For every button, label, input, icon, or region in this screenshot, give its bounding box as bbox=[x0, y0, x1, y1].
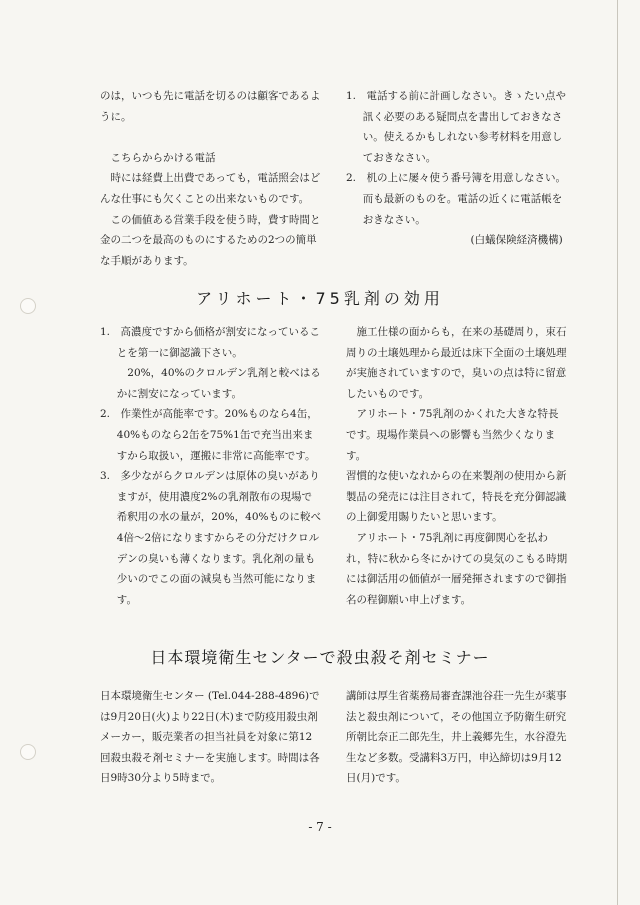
list-item: 1. 高濃度ですから価格が割安になっていることを第一に御認識下さい。 bbox=[100, 326, 321, 359]
page-edge-line bbox=[617, 0, 618, 905]
paragraph: アリホート・75乳剤に再度御関心を払われ，特に秋から冬にかけての臭気のこもる時期には御活用の価値が一層発揮されますので御指名の程御願い申上げます。 bbox=[346, 531, 568, 606]
paragraph: アリホート・75乳剤のかくれた大きな特長です。現場作業員への影響も当然少くなります。 bbox=[346, 408, 559, 462]
section-title: 日本環境衛生センターで殺虫殺そ剤セミナー bbox=[150, 648, 490, 667]
source-credit: (白蟻保険経済機構) bbox=[470, 234, 563, 247]
list-item: 3. 多少ながらクロルデンは原体の臭いがありますが，使用濃度2%の乳剤散布の現場で希釈用の水の量が，20%，40%ものに較べ4倍〜2倍になりますからその分だけクロルデンの臭いも薄くなります。乳化剤の量も少いのでこの面の減臭も当然可能になります。 bbox=[100, 470, 321, 606]
paragraph: 習慣的な使いなれからの在来製剤の使用から新製品の発売には注目されて，特長を充分御認識の上御愛用賜りたいと思います。 bbox=[346, 470, 567, 524]
page-number: - 7 - bbox=[308, 820, 332, 834]
list-item: 2. 机の上に屡々使う番号簿を用意しなさい。而も最新のものを。電話の近くに電話帳をおきなさい。 bbox=[346, 172, 567, 226]
section-title: アリホート・75乳剤の効用 bbox=[196, 289, 444, 308]
paragraph: 施工仕様の面からも，在来の基礎周り，束石周りの土壌処理から最近は床下全面の土壌処理が実施されていますので，臭いの点は特に留意したいものです。 bbox=[346, 326, 567, 400]
list-item: 1. 電話する前に計画しなさい。きゝたい点や訊く必要のある疑問点を書出しておきなさい。使えるかもしれない参考材料を用意しておきなさい。 bbox=[346, 90, 567, 164]
continuation-text: のは，いつも先に電話を切るのは顧客であるように。 bbox=[100, 90, 321, 123]
section2-right-column bbox=[346, 322, 568, 610]
paragraph: 講師は厚生省薬務局審査課池谷荘一先生が薬事法と殺虫剤について，その他国立予防衛生研究所朝比奈正二郎先生，井上義郷先生，水谷澄先生など多数。受講料3万円，申込締切は9月12日(月)です。 bbox=[346, 690, 567, 785]
section1-right-column bbox=[346, 86, 568, 251]
section2-left-column bbox=[100, 322, 322, 610]
section3-left-column bbox=[100, 686, 322, 789]
section1-left-column bbox=[100, 86, 322, 271]
paragraph: 時には経費上出費であっても，電話照会はどんな仕事にも欠くことの出来ないものです。 bbox=[100, 172, 321, 205]
paragraph: この価値ある営業手段を使う時，費す時間と金の二つを最高のものにするための2つの簡単な手順があります。 bbox=[100, 213, 321, 267]
list-item: 2. 作業性が高能率です。20%ものなら4缶，40%ものなら2缶を75%1缶で充当出来ますから取扱い，運搬に非常に高能率です。 bbox=[100, 408, 318, 462]
punch-hole bbox=[20, 744, 36, 760]
section3-right-column bbox=[346, 686, 568, 789]
list-item-note: 20%，40%のクロルデン乳剤と較べはるかに割安になっています。 bbox=[116, 367, 321, 400]
paragraph: 日本環境衛生センター (Tel.044-288-4896)では9月20日(火)より22日(木)まで防疫用殺虫剤メーカー，販売業者の担当社員を対象に第12回殺虫殺そ剤セミナーを実施します。時間は各日9時30分より5時まで。 bbox=[100, 690, 320, 785]
subheading-outgoing-calls: こちらからかける電話 bbox=[110, 151, 216, 164]
